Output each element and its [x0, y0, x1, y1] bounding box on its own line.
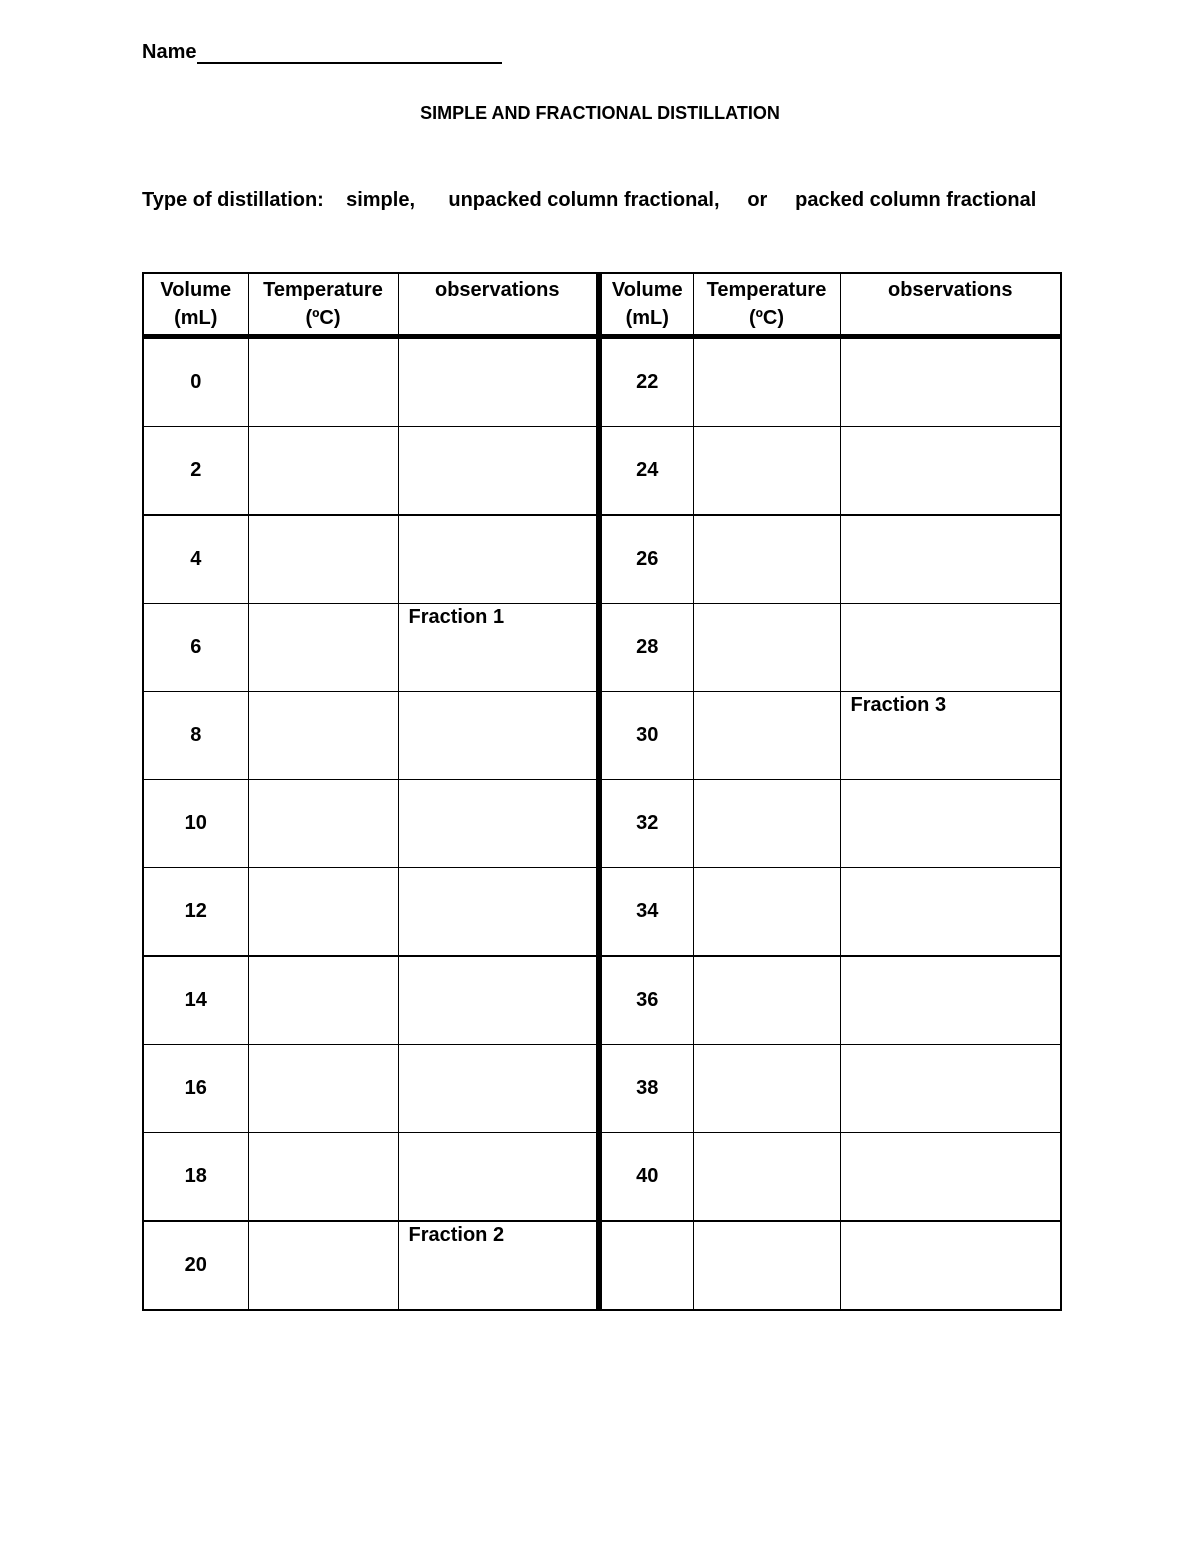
table-row — [143, 780, 1061, 868]
observations-cell-right[interactable] — [840, 1133, 1061, 1222]
observations-cell-left[interactable]: Fraction 2 — [398, 1221, 599, 1310]
temperature-cell-right[interactable] — [693, 868, 840, 957]
header-observations-left: observations — [398, 273, 599, 337]
volume-cell-right: 30 — [599, 692, 693, 780]
observations-cell-left[interactable]: Fraction 1 — [398, 604, 599, 692]
observations-cell-right[interactable] — [840, 956, 1061, 1045]
header-observations-right: observations — [840, 273, 1061, 337]
table-row — [143, 692, 1061, 780]
volume-cell-left: 8 — [143, 692, 248, 780]
volume-cell-left: 0 — [143, 337, 248, 427]
volume-cell-right: 28 — [599, 604, 693, 692]
volume-cell-left: 4 — [143, 515, 248, 604]
volume-cell-right: 26 — [599, 515, 693, 604]
volume-cell-left: 2 — [143, 427, 248, 516]
observations-cell-left[interactable] — [398, 868, 599, 957]
temperature-cell-right[interactable] — [693, 692, 840, 780]
header-temperature-left: Temperature (ºC) — [248, 273, 398, 337]
type-option-unpacked[interactable]: unpacked column fractional, — [448, 189, 720, 211]
temperature-cell-right[interactable] — [693, 1221, 840, 1310]
temperature-cell-right[interactable] — [693, 1133, 840, 1222]
header-temperature-right: Temperature (ºC) — [693, 273, 840, 337]
distillation-type-row — [142, 189, 1036, 212]
temperature-cell-right[interactable] — [693, 337, 840, 427]
observations-cell-right[interactable] — [840, 427, 1061, 516]
temperature-cell-left[interactable] — [248, 1221, 398, 1310]
temperature-cell-right[interactable] — [693, 427, 840, 516]
type-option-or: or — [747, 189, 768, 211]
table-row — [143, 337, 1061, 427]
temperature-cell-right[interactable] — [693, 780, 840, 868]
observations-cell-left[interactable] — [398, 956, 599, 1045]
observations-cell-right[interactable]: Fraction 3 — [840, 692, 1061, 780]
observations-cell-left[interactable] — [398, 780, 599, 868]
table-row — [143, 956, 1061, 1045]
header-volume-right: Volume (mL) — [599, 273, 693, 337]
observations-cell-right[interactable] — [840, 1221, 1061, 1310]
type-label: Type of distillation: — [142, 189, 324, 211]
observations-cell-right[interactable] — [840, 780, 1061, 868]
observations-cell-right[interactable] — [840, 604, 1061, 692]
observations-cell-right[interactable] — [840, 868, 1061, 957]
observations-cell-right[interactable] — [840, 337, 1061, 427]
name-label: Name — [142, 41, 197, 63]
temperature-cell-left[interactable] — [248, 604, 398, 692]
volume-cell-right: 34 — [599, 868, 693, 957]
temperature-cell-left[interactable] — [248, 780, 398, 868]
volume-cell-right: 36 — [599, 956, 693, 1045]
table-row — [143, 868, 1061, 957]
volume-cell-left: 18 — [143, 1133, 248, 1222]
table-row — [143, 427, 1061, 516]
volume-cell-left: 16 — [143, 1045, 248, 1133]
volume-cell-right: 32 — [599, 780, 693, 868]
table-row — [143, 515, 1061, 604]
volume-cell-left: 10 — [143, 780, 248, 868]
observations-cell-right[interactable] — [840, 1045, 1061, 1133]
volume-cell-right: 22 — [599, 337, 693, 427]
temperature-cell-right[interactable] — [693, 515, 840, 604]
volume-cell-right — [599, 1221, 693, 1310]
temperature-cell-left[interactable] — [248, 1133, 398, 1222]
header-volume-left: Volume (mL) — [143, 273, 248, 337]
type-option-packed[interactable]: packed column fractional — [795, 189, 1037, 211]
observations-cell-left[interactable] — [398, 1045, 599, 1133]
table-row — [143, 1133, 1061, 1222]
observations-cell-left[interactable] — [398, 1133, 599, 1222]
distillation-data-table — [142, 272, 1062, 1311]
temperature-cell-left[interactable] — [248, 515, 398, 604]
volume-cell-right: 40 — [599, 1133, 693, 1222]
temperature-cell-left[interactable] — [248, 692, 398, 780]
temperature-cell-right[interactable] — [693, 1045, 840, 1133]
volume-cell-left: 20 — [143, 1221, 248, 1310]
observations-cell-left[interactable] — [398, 427, 599, 516]
type-option-simple[interactable]: simple, — [346, 189, 416, 211]
temperature-cell-right[interactable] — [693, 604, 840, 692]
observations-cell-left[interactable] — [398, 515, 599, 604]
temperature-cell-left[interactable] — [248, 427, 398, 516]
temperature-cell-left[interactable] — [248, 956, 398, 1045]
volume-cell-right: 24 — [599, 427, 693, 516]
volume-cell-left: 6 — [143, 604, 248, 692]
name-field — [142, 40, 502, 64]
table-row — [143, 604, 1061, 692]
observations-cell-right[interactable] — [840, 515, 1061, 604]
temperature-cell-left[interactable] — [248, 868, 398, 957]
page-title: SIMPLE AND FRACTIONAL DISTILLATION — [420, 103, 780, 123]
temperature-cell-left[interactable] — [248, 337, 398, 427]
temperature-cell-right[interactable] — [693, 956, 840, 1045]
volume-cell-right: 38 — [599, 1045, 693, 1133]
volume-cell-left: 14 — [143, 956, 248, 1045]
observations-cell-left[interactable] — [398, 337, 599, 427]
table-row — [143, 1045, 1061, 1133]
table-header-row — [143, 273, 1061, 337]
observations-cell-left[interactable] — [398, 692, 599, 780]
temperature-cell-left[interactable] — [248, 1045, 398, 1133]
name-blank-line[interactable] — [197, 40, 502, 64]
volume-cell-left: 12 — [143, 868, 248, 957]
table-row — [143, 1221, 1061, 1310]
